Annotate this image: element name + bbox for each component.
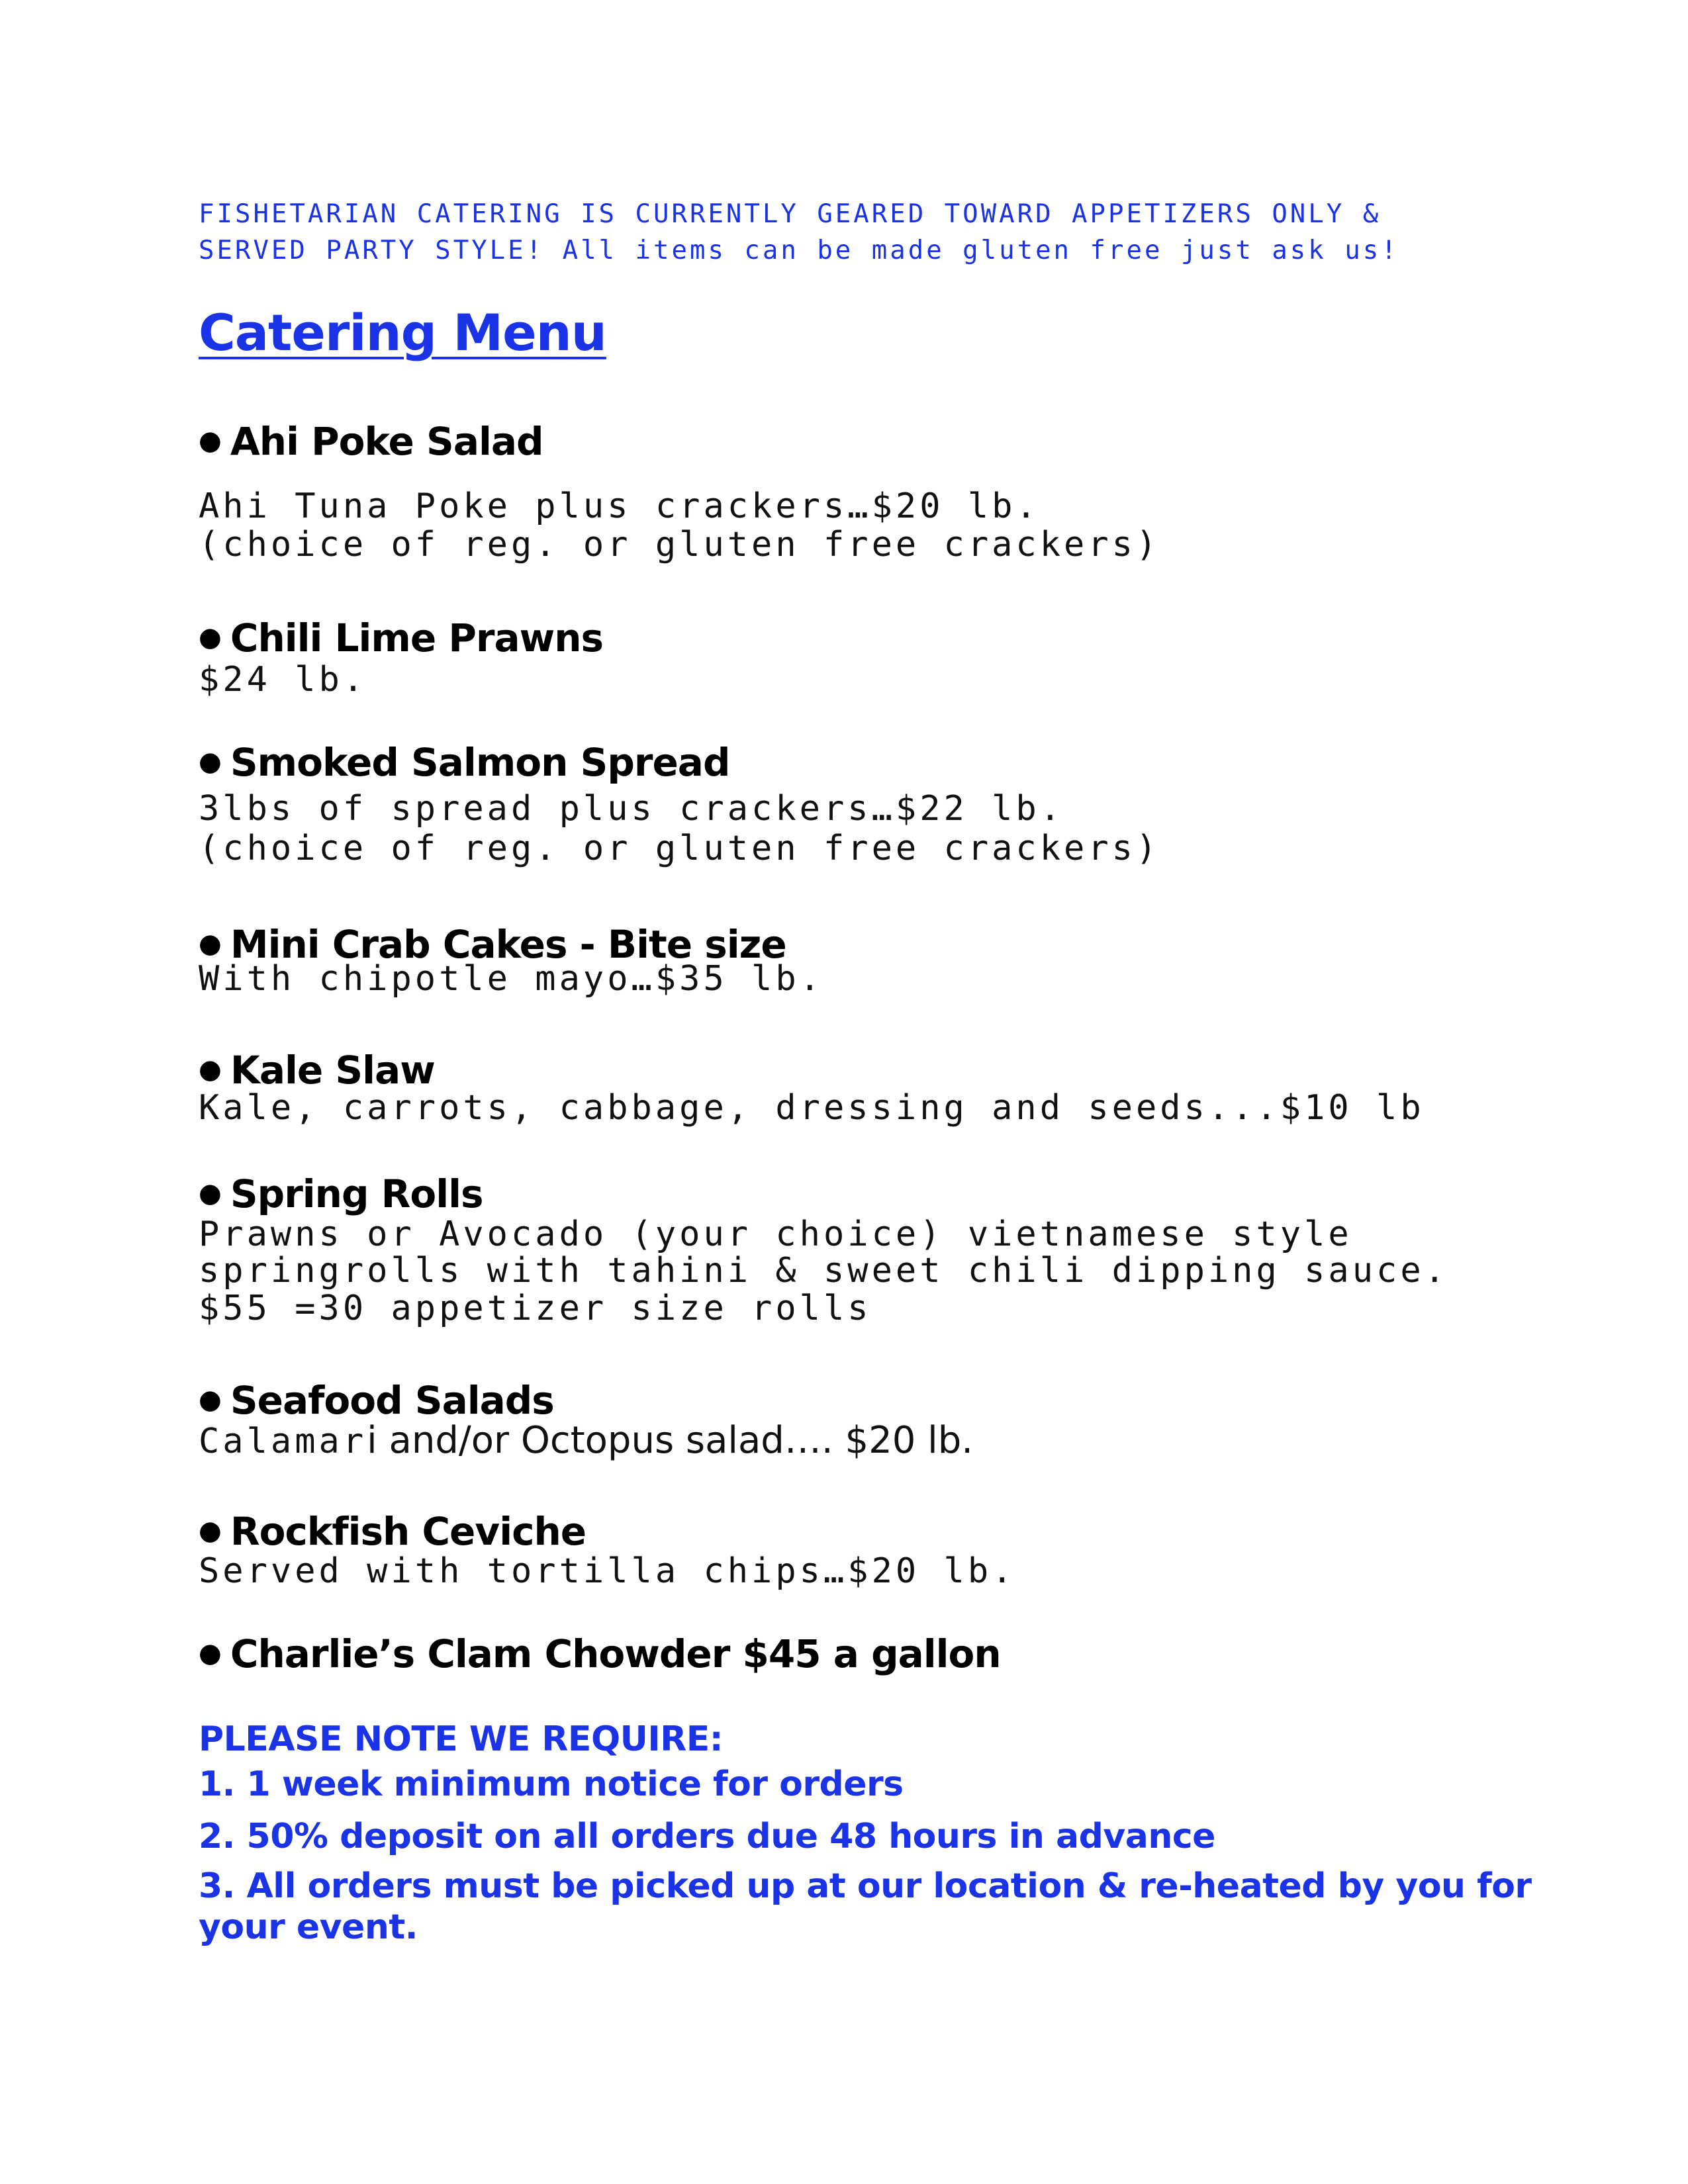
note-item: 1. 1 week minimum notice for orders [199,1764,904,1804]
menu-item-desc: $55 =30 appetizer size rolls [199,1289,872,1328]
menu-item-desc: $24 lb. [199,660,367,700]
menu-item-name: Charlie’s Clam Chowder $45 a gallon [230,1631,1001,1676]
menu-item-desc: Served with tortilla chips…$20 lb. [199,1551,1016,1591]
menu-item-heading [199,1509,586,1554]
menu-item-desc-part: Calamar [199,1422,367,1461]
note-item: 3. All orders must be picked up at our location & re-heated by you for [199,1866,1532,1906]
menu-item-name: Ahi Poke Salad [230,419,543,464]
intro-line-2: SERVED PARTY STYLE! All items can be made gluten free just ask us! [199,236,1399,265]
bullet-icon: ● [199,1178,221,1208]
bullet-icon: ● [199,622,221,653]
menu-item-desc: Prawns or Avocado (your choice) vietnamese style [199,1214,1352,1254]
menu-item-name: Kale Slaw [230,1048,435,1093]
menu-item-desc: Kale, carrots, cabbage, dressing and seeds...$10 lb [199,1088,1425,1128]
bullet-icon: ● [199,1054,221,1085]
menu-item-name: Chili Lime Prawns [230,615,604,660]
intro-line-1: FISHETARIAN CATERING IS CURRENTLY GEARED TOWARD APPETIZERS ONLY & [199,199,1382,229]
menu-item-desc: Ahi Tuna Poke plus crackers…$20 lb. [199,486,1040,526]
bullet-icon: ● [199,1516,221,1546]
bullet-icon: ● [199,426,221,456]
menu-item-heading [199,1171,483,1216]
menu-item-desc: springrolls with tahini & sweet chili dipping sauce. [199,1251,1448,1291]
page-title: Catering Menu [199,303,606,362]
menu-item-heading [199,1378,554,1423]
menu-item-heading [199,1631,1001,1676]
menu-item-heading [199,419,543,464]
menu-item-desc: (choice of reg. or gluten free crackers) [199,829,1160,868]
menu-item-desc [199,1419,974,1462]
menu-item-name: Spring Rolls [230,1171,483,1216]
menu-item-name: Rockfish Ceviche [230,1509,586,1554]
bullet-icon: ● [199,929,221,959]
notes-heading: PLEASE NOTE WE REQUIRE: [199,1719,724,1759]
menu-item-desc: 3lbs of spread plus crackers…$22 lb. [199,789,1064,829]
bullet-icon: ● [199,1385,221,1415]
bullet-icon: ● [199,747,221,777]
menu-item-desc-part: i and/or Octopus salad…. $20 lb. [367,1419,974,1462]
menu-item-name: Smoked Salmon Spread [230,740,730,785]
note-item: 2. 50% deposit on all orders due 48 hours in advance [199,1817,1215,1856]
menu-item-heading [199,740,729,785]
bullet-icon: ● [199,1638,221,1668]
menu-item-name: Seafood Salads [230,1378,554,1423]
menu-item-heading [199,1048,435,1093]
menu-item-name: Mini Crab Cakes - Bite size [230,922,786,967]
menu-item-desc: With chipotle mayo…$35 lb. [199,959,823,999]
menu-item-heading [199,615,603,660]
menu-item-desc: (choice of reg. or gluten free crackers) [199,525,1160,565]
note-item: your event. [199,1907,418,1947]
